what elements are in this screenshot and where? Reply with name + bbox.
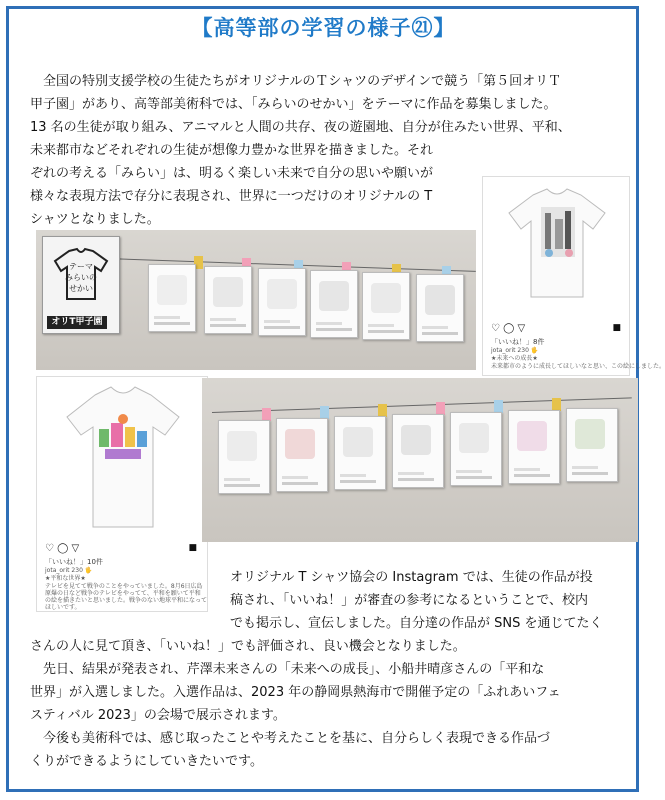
text-line: 全国の特別支援学校の生徒たちがオリジナルのＴシャツのデザインで競う「第５回オリＴ bbox=[30, 74, 562, 89]
text-line: オリジナル T シャツ協会の Instagram では、生徒の作品が投 bbox=[230, 570, 593, 585]
tshirt-card bbox=[258, 268, 306, 336]
instagram-action-icons: ♡ ◯ ▽ bbox=[491, 323, 526, 334]
caption-line: 原爆の日など戦争のテレビをやってて、平和を願いて平和 bbox=[45, 590, 201, 597]
text-line: 稿され、「いいね！」が審査の参考になるということで、校内 bbox=[230, 593, 589, 608]
text-line: 13 名の生徒が取り組み、アニマルと人間の共存、夜の遊園地、自分が住みたい世界、平和、 bbox=[30, 120, 571, 135]
tshirt-card bbox=[508, 410, 560, 484]
caption-line: の絵を描きたいと思いました。戦争のない地球平和になって bbox=[45, 597, 208, 604]
text-line: 様々な表現方法で存分に表現され、世界に一つだけのオリジナルの T bbox=[30, 189, 433, 204]
page-title: 【高等部の学習の様子㉑】 bbox=[191, 16, 456, 40]
text-line: でも掲示し、宣伝しました。自分達の作品が SNS を通じてたく bbox=[230, 616, 603, 631]
text-line: 今後も美術科では、感じ取ったことや考えたことを基に、自分らしく表現できる作品づ bbox=[30, 731, 551, 746]
sign-theme-line: みらいの bbox=[65, 273, 97, 282]
text-line: 世界」が入選しました。入選作品は、2023 年の静岡県熱海市で開催予定の「ふれあいフェ bbox=[30, 685, 561, 700]
likes-count: 「いいね！」8件 bbox=[491, 338, 545, 346]
text-line: 甲子園」があり、高等部美術科では、「みらいのせかい」をテーマに作品を募集しました。 bbox=[30, 97, 557, 112]
tshirt-card bbox=[416, 274, 464, 342]
text-line: シャツとなりました。 bbox=[30, 212, 160, 227]
caption-title: ★平和な世界★ bbox=[45, 575, 86, 582]
sign-theme-line: せかい bbox=[69, 284, 93, 293]
tshirt-card bbox=[334, 416, 386, 490]
tshirt-card bbox=[450, 412, 502, 486]
instagram-user: jota_orit 230 🖐 bbox=[491, 347, 539, 354]
bookmark-icon: ■ bbox=[188, 543, 197, 553]
tshirt-image bbox=[61, 383, 185, 533]
tshirt-card bbox=[148, 264, 196, 332]
tshirt-card bbox=[566, 408, 618, 482]
tshirt-card bbox=[218, 420, 270, 494]
text-line: ぞれの考える「みらい」は、明るく楽しい未来で自分の思いや願いが bbox=[30, 166, 434, 181]
instagram-post-bottom bbox=[36, 376, 208, 612]
theme-sign bbox=[42, 236, 120, 334]
bookmark-icon: ■ bbox=[612, 323, 621, 333]
text-line: さんの人に見て頂き、「いいね！」でも評価され、良い機会となりました。 bbox=[30, 639, 466, 654]
tshirt-card bbox=[362, 272, 410, 340]
text-line: 先日、結果が発表され、芹澤未来さんの「未来への成長」、小船井晴彦さんの「平和な bbox=[30, 662, 545, 677]
instagram-post-top bbox=[482, 176, 665, 376]
caption-title: ★未来への成長★ bbox=[491, 355, 538, 362]
instagram-user: jota_orit 230 🖐 bbox=[45, 567, 93, 574]
sign-label: オリT甲子園 bbox=[47, 316, 107, 329]
text-line: 未来都市などそれぞれの生徒が想像力豊かな世界を描きました。それ bbox=[30, 143, 434, 158]
tshirt-image bbox=[503, 185, 611, 303]
sign-theme-line: テーマ bbox=[69, 262, 93, 271]
caption-line: テレビを見てて戦争のことをやっていました。8月6日広島 bbox=[45, 583, 203, 590]
tshirt-card bbox=[392, 414, 444, 488]
instagram-action-icons: ♡ ◯ ▽ bbox=[45, 543, 80, 554]
tshirt-card bbox=[204, 266, 252, 334]
display-photo-2 bbox=[202, 378, 638, 542]
caption-text: 未来都市のように成長してほしいなと思い、この絵にしました。 bbox=[491, 363, 665, 370]
text-line: くりができるようにしていきたいです。 bbox=[30, 754, 263, 769]
tshirt-card bbox=[276, 418, 328, 492]
likes-count: 「いいね！」10件 bbox=[45, 558, 103, 566]
text-line: スティバル 2023」の会場で展示されます。 bbox=[30, 708, 286, 723]
display-photo-1 bbox=[36, 230, 476, 370]
caption-line: ほしいです。 bbox=[45, 604, 81, 611]
tshirt-card bbox=[310, 270, 358, 338]
